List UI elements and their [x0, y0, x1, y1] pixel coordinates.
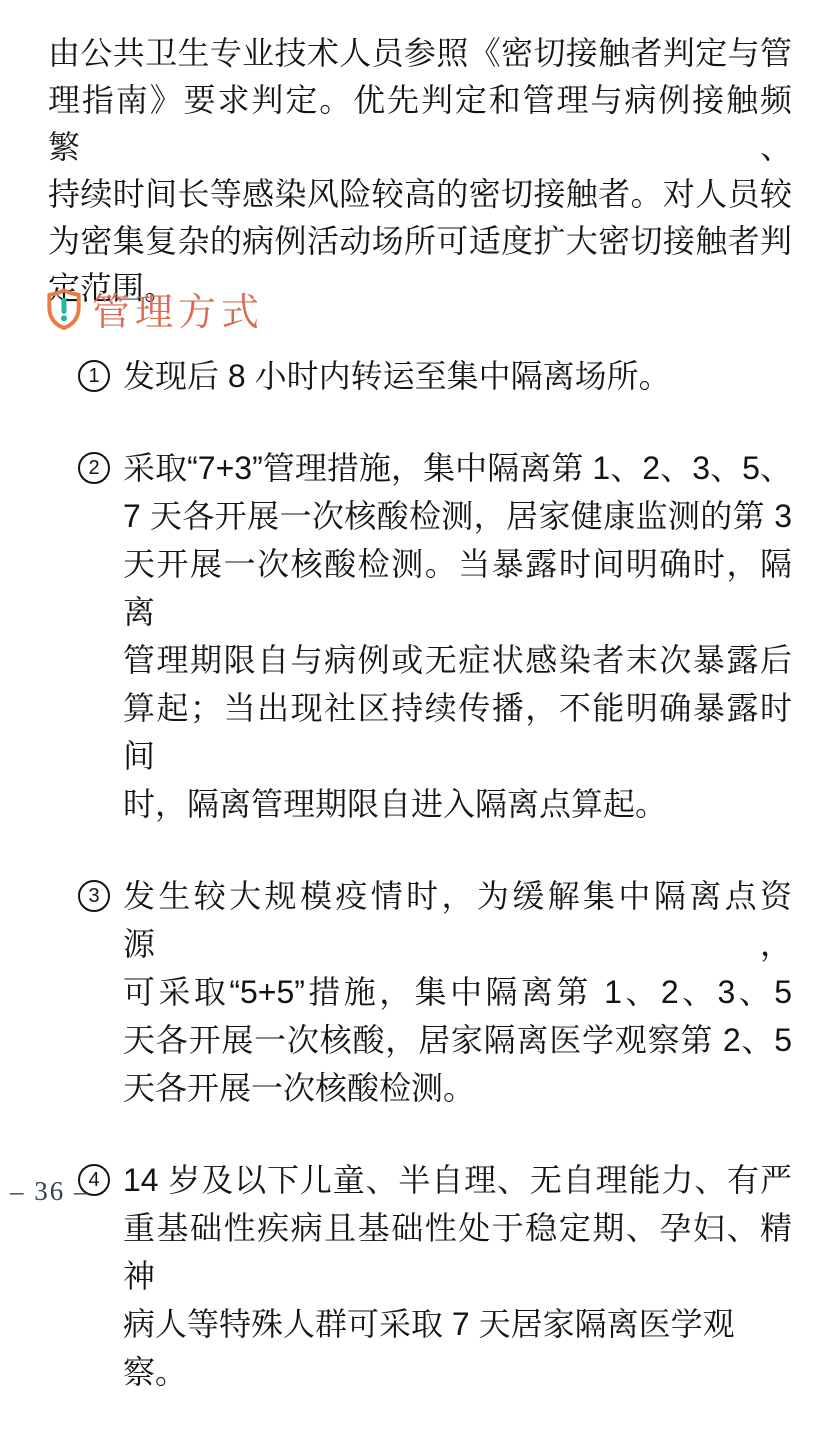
shield-exclamation-icon	[46, 288, 82, 330]
circled-number-marker: 2	[78, 452, 110, 484]
intro-line: 为密集复杂的病例活动场所可适度扩大密切接触者判	[48, 223, 792, 259]
list-item-line: 天各开展一次核酸检测。	[123, 1070, 476, 1106]
list-item-line: 管理期限自与病例或无症状感染者末次暴露后	[123, 642, 792, 678]
list-item-line: 可采取“5+5”措施，集中隔离第 1、2、3、5	[123, 974, 792, 1010]
management-list	[78, 352, 792, 1440]
intro-line: 由公共卫生专业技术人员参照《密切接触者判定与管	[48, 35, 792, 71]
circled-number-marker: 1	[78, 360, 110, 392]
circled-number-marker: 3	[78, 880, 110, 912]
list-item-line: 采取“7+3”管理措施，集中隔离第 1、2、3、5、	[123, 450, 792, 486]
list-item	[78, 444, 792, 828]
page-number: – 36 –	[10, 1176, 90, 1206]
list-item-line: 算起；当出现社区持续传播，不能明确暴露时间	[123, 690, 792, 774]
intro-line: 理指南》要求判定。优先判定和管理与病例接触频繁、	[48, 82, 792, 165]
list-item-line: 发生较大规模疫情时，为缓解集中隔离点资源，	[123, 878, 792, 962]
list-item-text	[123, 352, 792, 400]
circled-number-marker: 4	[78, 1164, 110, 1196]
section-header	[46, 281, 264, 336]
list-item-line: 发现后 8 小时内转运至集中隔离场所。	[123, 358, 671, 394]
list-item-line: 重基础性疾病且基础性处于稳定期、孕妇、精神	[123, 1210, 792, 1294]
list-item-line: 天开展一次核酸检测。当暴露时间明确时，隔离	[123, 546, 792, 630]
intro-line: 持续时间长等感染风险较高的密切接触者。对人员较	[48, 176, 792, 212]
list-item	[78, 352, 792, 400]
intro-paragraph	[48, 30, 792, 312]
list-item	[78, 872, 792, 1112]
list-item-line: 病人等特殊人群可采取 7 天居家隔离医学观察。	[123, 1306, 735, 1390]
list-item-text	[123, 444, 792, 828]
list-item-line: 14 岁及以下儿童、半自理、无自理能力、有严	[123, 1162, 792, 1198]
list-item-line: 天各开展一次核酸，居家隔离医学观察第 2、5	[123, 1022, 792, 1058]
intro-line: 定范围。	[48, 270, 177, 306]
list-item-text	[123, 872, 792, 1112]
list-item-line: 7 天各开展一次核酸检测，居家健康监测的第 3	[123, 498, 792, 534]
section-title: 管理方式	[92, 292, 265, 334]
list-item-line: 时，隔离管理期限自进入隔离点算起。	[123, 786, 668, 822]
list-item-text	[123, 1156, 792, 1396]
list-item	[78, 1156, 792, 1396]
